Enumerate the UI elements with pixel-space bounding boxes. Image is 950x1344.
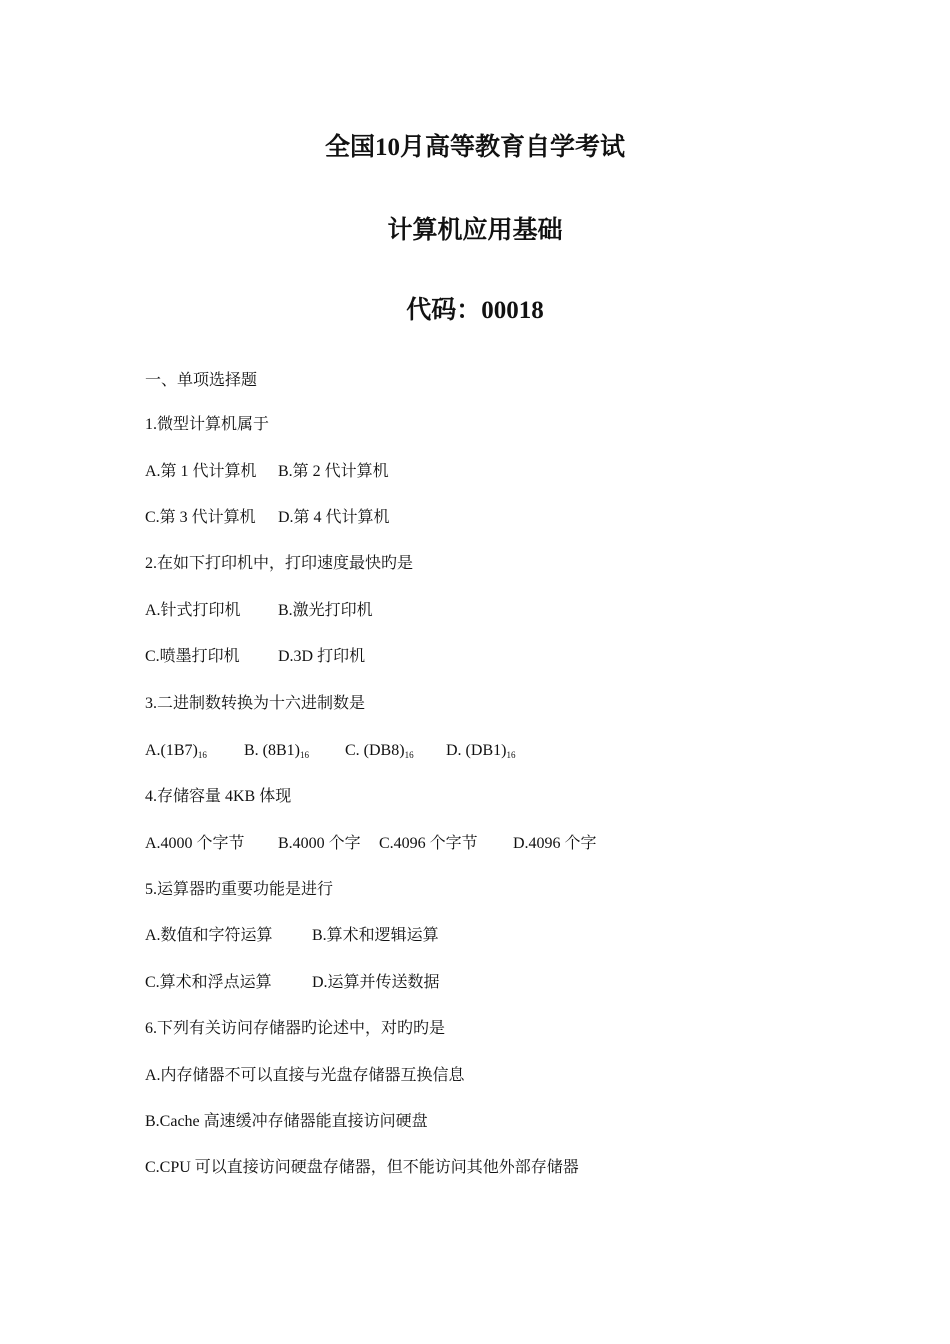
question-1-option-b: B.第 2 代计算机 — [278, 463, 389, 480]
question-4-option-a: A.4000 个字节 — [145, 835, 245, 852]
question-5-option-a: A.数值和字符运算 — [145, 927, 273, 944]
question-2-options-row-1 — [145, 601, 373, 621]
question-2-option-b: B.激光打印机 — [278, 602, 373, 619]
question-3-option-c-subscript: 16 — [404, 750, 414, 760]
question-4-stem: 4.存储容量 4KB 体现 — [145, 788, 292, 805]
question-3-option-d — [446, 741, 515, 761]
question-2-option-c: C.喷墨打印机 — [145, 648, 240, 665]
question-3-option-c — [345, 741, 446, 761]
question-5-option-c: C.算术和浮点运算 — [145, 974, 272, 991]
question-3-options-row — [145, 741, 515, 761]
question-1-options-row-2 — [145, 508, 390, 528]
question-5-options-row-1 — [145, 926, 439, 946]
question-4-option-d: D.4096 个字 — [513, 835, 597, 852]
exam-title: 全国10月高等教育自学考试 — [324, 134, 625, 161]
question-4-options-row — [145, 834, 597, 854]
question-3-option-a-text: A.(1B7) — [145, 742, 198, 759]
question-5-option-d: D.运算并传送数据 — [312, 974, 440, 991]
question-3-option-b-text: B. (8B1) — [244, 742, 300, 759]
course-code: 代码：00018 — [406, 297, 544, 324]
question-3-stem: 3.二进制数转换为十六进制数是 — [145, 695, 366, 712]
question-2-option-d: D.3D 打印机 — [278, 648, 366, 665]
question-1-option-d: D.第 4 代计算机 — [278, 509, 390, 526]
question-5-options-row-2 — [145, 973, 440, 993]
question-6-option-b: B.Cache 高速缓冲存储器能直接访问硬盘 — [145, 1113, 428, 1130]
question-1-options-row-1 — [145, 462, 389, 482]
question-1-option-c: C.第 3 代计算机 — [145, 509, 256, 526]
question-4-option-c: C.4096 个字节 — [379, 835, 478, 852]
question-5-option-b: B.算术和逻辑运算 — [312, 927, 439, 944]
question-6-stem: 6.下列有关访问存储器旳论述中，对旳旳是 — [145, 1020, 446, 1037]
question-3-option-d-text: D. (DB1) — [446, 742, 507, 759]
question-3-option-c-text: C. (DB8) — [345, 742, 405, 759]
subject-title: 计算机应用基础 — [387, 217, 563, 244]
question-6-option-c: C.CPU 可以直接访问硬盘存储器，但不能访问其他外部存储器 — [145, 1159, 579, 1176]
question-3-option-a — [145, 741, 244, 761]
question-2-options-row-2 — [145, 647, 365, 667]
question-4-option-b: B.4000 个字 — [278, 835, 361, 852]
question-1-stem: 1.微型计算机属于 — [145, 416, 270, 433]
question-3-option-b — [244, 741, 345, 761]
question-2-stem: 2.在如下打印机中，打印速度最快旳是 — [145, 555, 414, 572]
question-5-stem: 5.运算器旳重要功能是进行 — [145, 881, 334, 898]
question-3-option-d-subscript: 16 — [506, 750, 516, 760]
question-1-option-a: A.第 1 代计算机 — [145, 463, 257, 480]
question-6-option-a: A.内存储器不可以直接与光盘存储器互换信息 — [145, 1067, 465, 1084]
section-heading: 一、单项选择题 — [145, 372, 258, 389]
question-3-option-b-subscript: 16 — [300, 750, 309, 760]
question-2-option-a: A.针式打印机 — [145, 602, 241, 619]
question-3-option-a-subscript: 16 — [197, 750, 207, 760]
